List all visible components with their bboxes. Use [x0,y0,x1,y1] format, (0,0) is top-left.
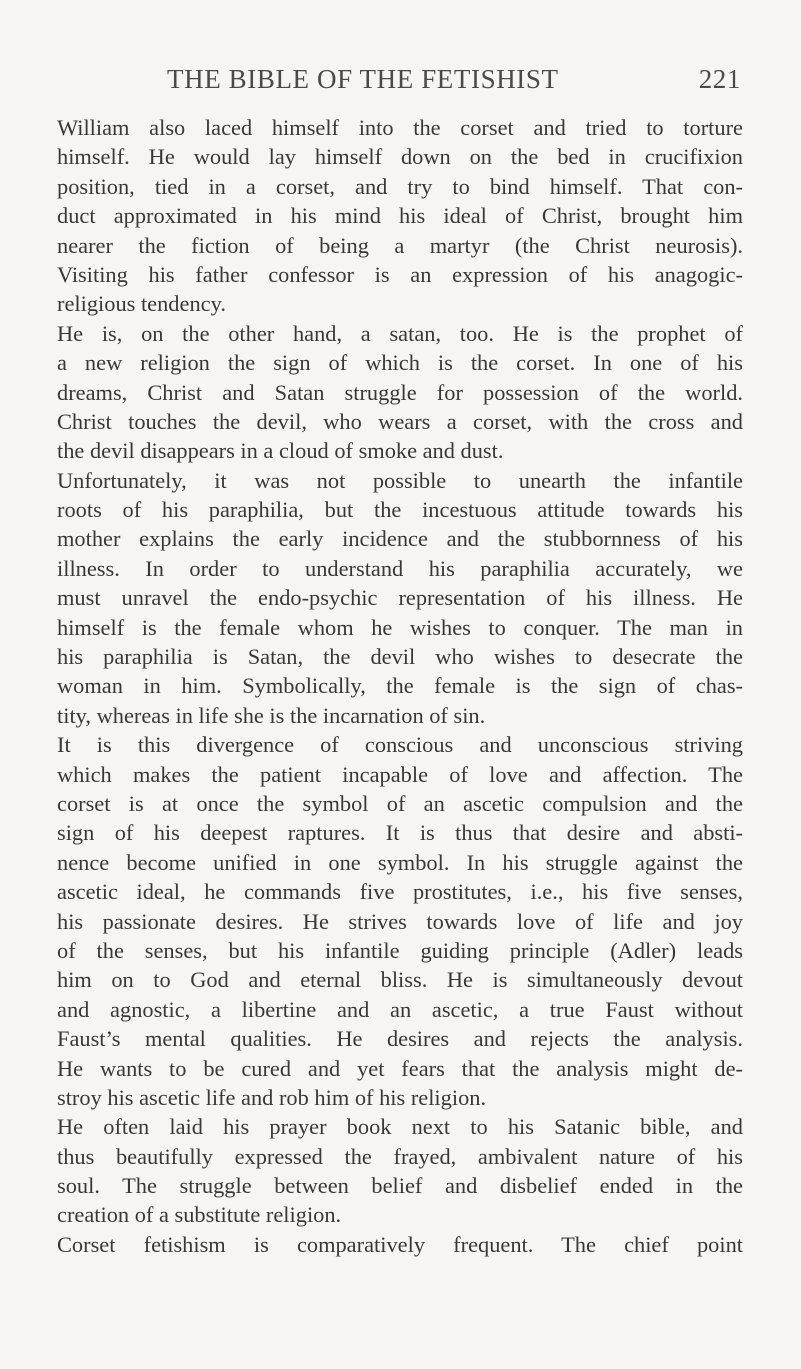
text-line: He wants to be cured and yet fears that the analysis might de- [57,1055,743,1081]
text-line: He is, on the other hand, a satan, too. He is the prophet of [57,320,743,346]
text-line: the devil disappears in a cloud of smoke and dust. [57,438,504,464]
running-head [55,64,741,104]
text-line: thus beautifully expressed the frayed, ambivalent nature of his [57,1143,743,1169]
text-line: him on to God and eternal bliss. He is simultaneously devout [57,967,743,993]
text-line: Unfortunately, it was not possible to unearth the infantile [57,467,743,493]
text-line: illness. In order to understand his paraphilia accurately, we [57,555,743,581]
text-line: William also laced himself into the corset and tried to torture [57,115,743,140]
text-line: nence become unified in one symbol. In his struggle against the [57,849,743,875]
text-line: dreams, Christ and Satan struggle for possession of the world. [57,379,743,405]
text-line: and agnostic, a libertine and an ascetic, a true Faust without [57,996,743,1022]
body-text [57,113,743,1259]
text-line: creation of a substitute religion. [57,1202,342,1228]
text-line: Visiting his father confessor is an expression of his anagogic- [57,261,743,287]
text-line: woman in him. Symbolically, the female is the sign of chas- [57,673,743,699]
text-line: tity, whereas in life she is the incarnation of sin. [57,702,486,728]
text-line: which makes the patient incapable of love and affection. The [57,761,743,787]
text-line: himself is the female whom he wishes to conquer. The man in [57,614,743,640]
text-line: his paraphilia is Satan, the devil who wishes to desecrate the [57,644,743,670]
text-line: Corset fetishism is comparatively frequent. The chief point [57,1231,743,1257]
text-line: a new religion the sign of which is the corset. In one of his [57,350,743,376]
text-line: He often laid his prayer book next to his Satanic bible, and [57,1114,743,1140]
text-line: stroy his ascetic life and rob him of his religion. [57,1084,487,1110]
text-line: mother explains the early incidence and the stubbornness of his [57,526,743,552]
text-line: his passionate desires. He strives towards love of life and joy [57,908,743,934]
text-line: must unravel the endo-psychic representation of his illness. He [57,585,743,611]
page-number: 221 [698,64,741,94]
text-line: soul. The struggle between belief and disbelief ended in the [57,1173,743,1199]
text-line: of the senses, but his infantile guiding principle (Adler) leads [57,937,743,963]
text-line: nearer the fiction of being a martyr (the Christ neurosis). [57,232,743,258]
running-head-title: THE BIBLE OF THE FETISHIST [167,64,559,94]
text-line: Faust’s mental qualities. He desires and rejects the analysis. [57,1026,743,1052]
text-line: It is this divergence of conscious and unconscious striving [57,732,743,758]
text-line: Christ touches the devil, who wears a corset, with the cross and [57,408,743,434]
text-line: duct approximated in his mind his ideal of Christ, brought him [57,203,743,229]
text-line: position, tied in a corset, and try to bind himself. That con- [57,173,743,199]
text-line: roots of his paraphilia, but the incestuous attitude towards his [57,497,743,523]
text-line: himself. He would lay himself down on the bed in crucifixion [57,144,743,170]
text-line: religious tendency. [57,291,226,317]
text-line: corset is at once the symbol of an ascetic compulsion and the [57,790,743,816]
text-line: sign of his deepest raptures. It is thus that desire and absti- [57,820,743,846]
text-line: ascetic ideal, he commands five prostitutes, i.e., his five senses, [57,879,743,905]
